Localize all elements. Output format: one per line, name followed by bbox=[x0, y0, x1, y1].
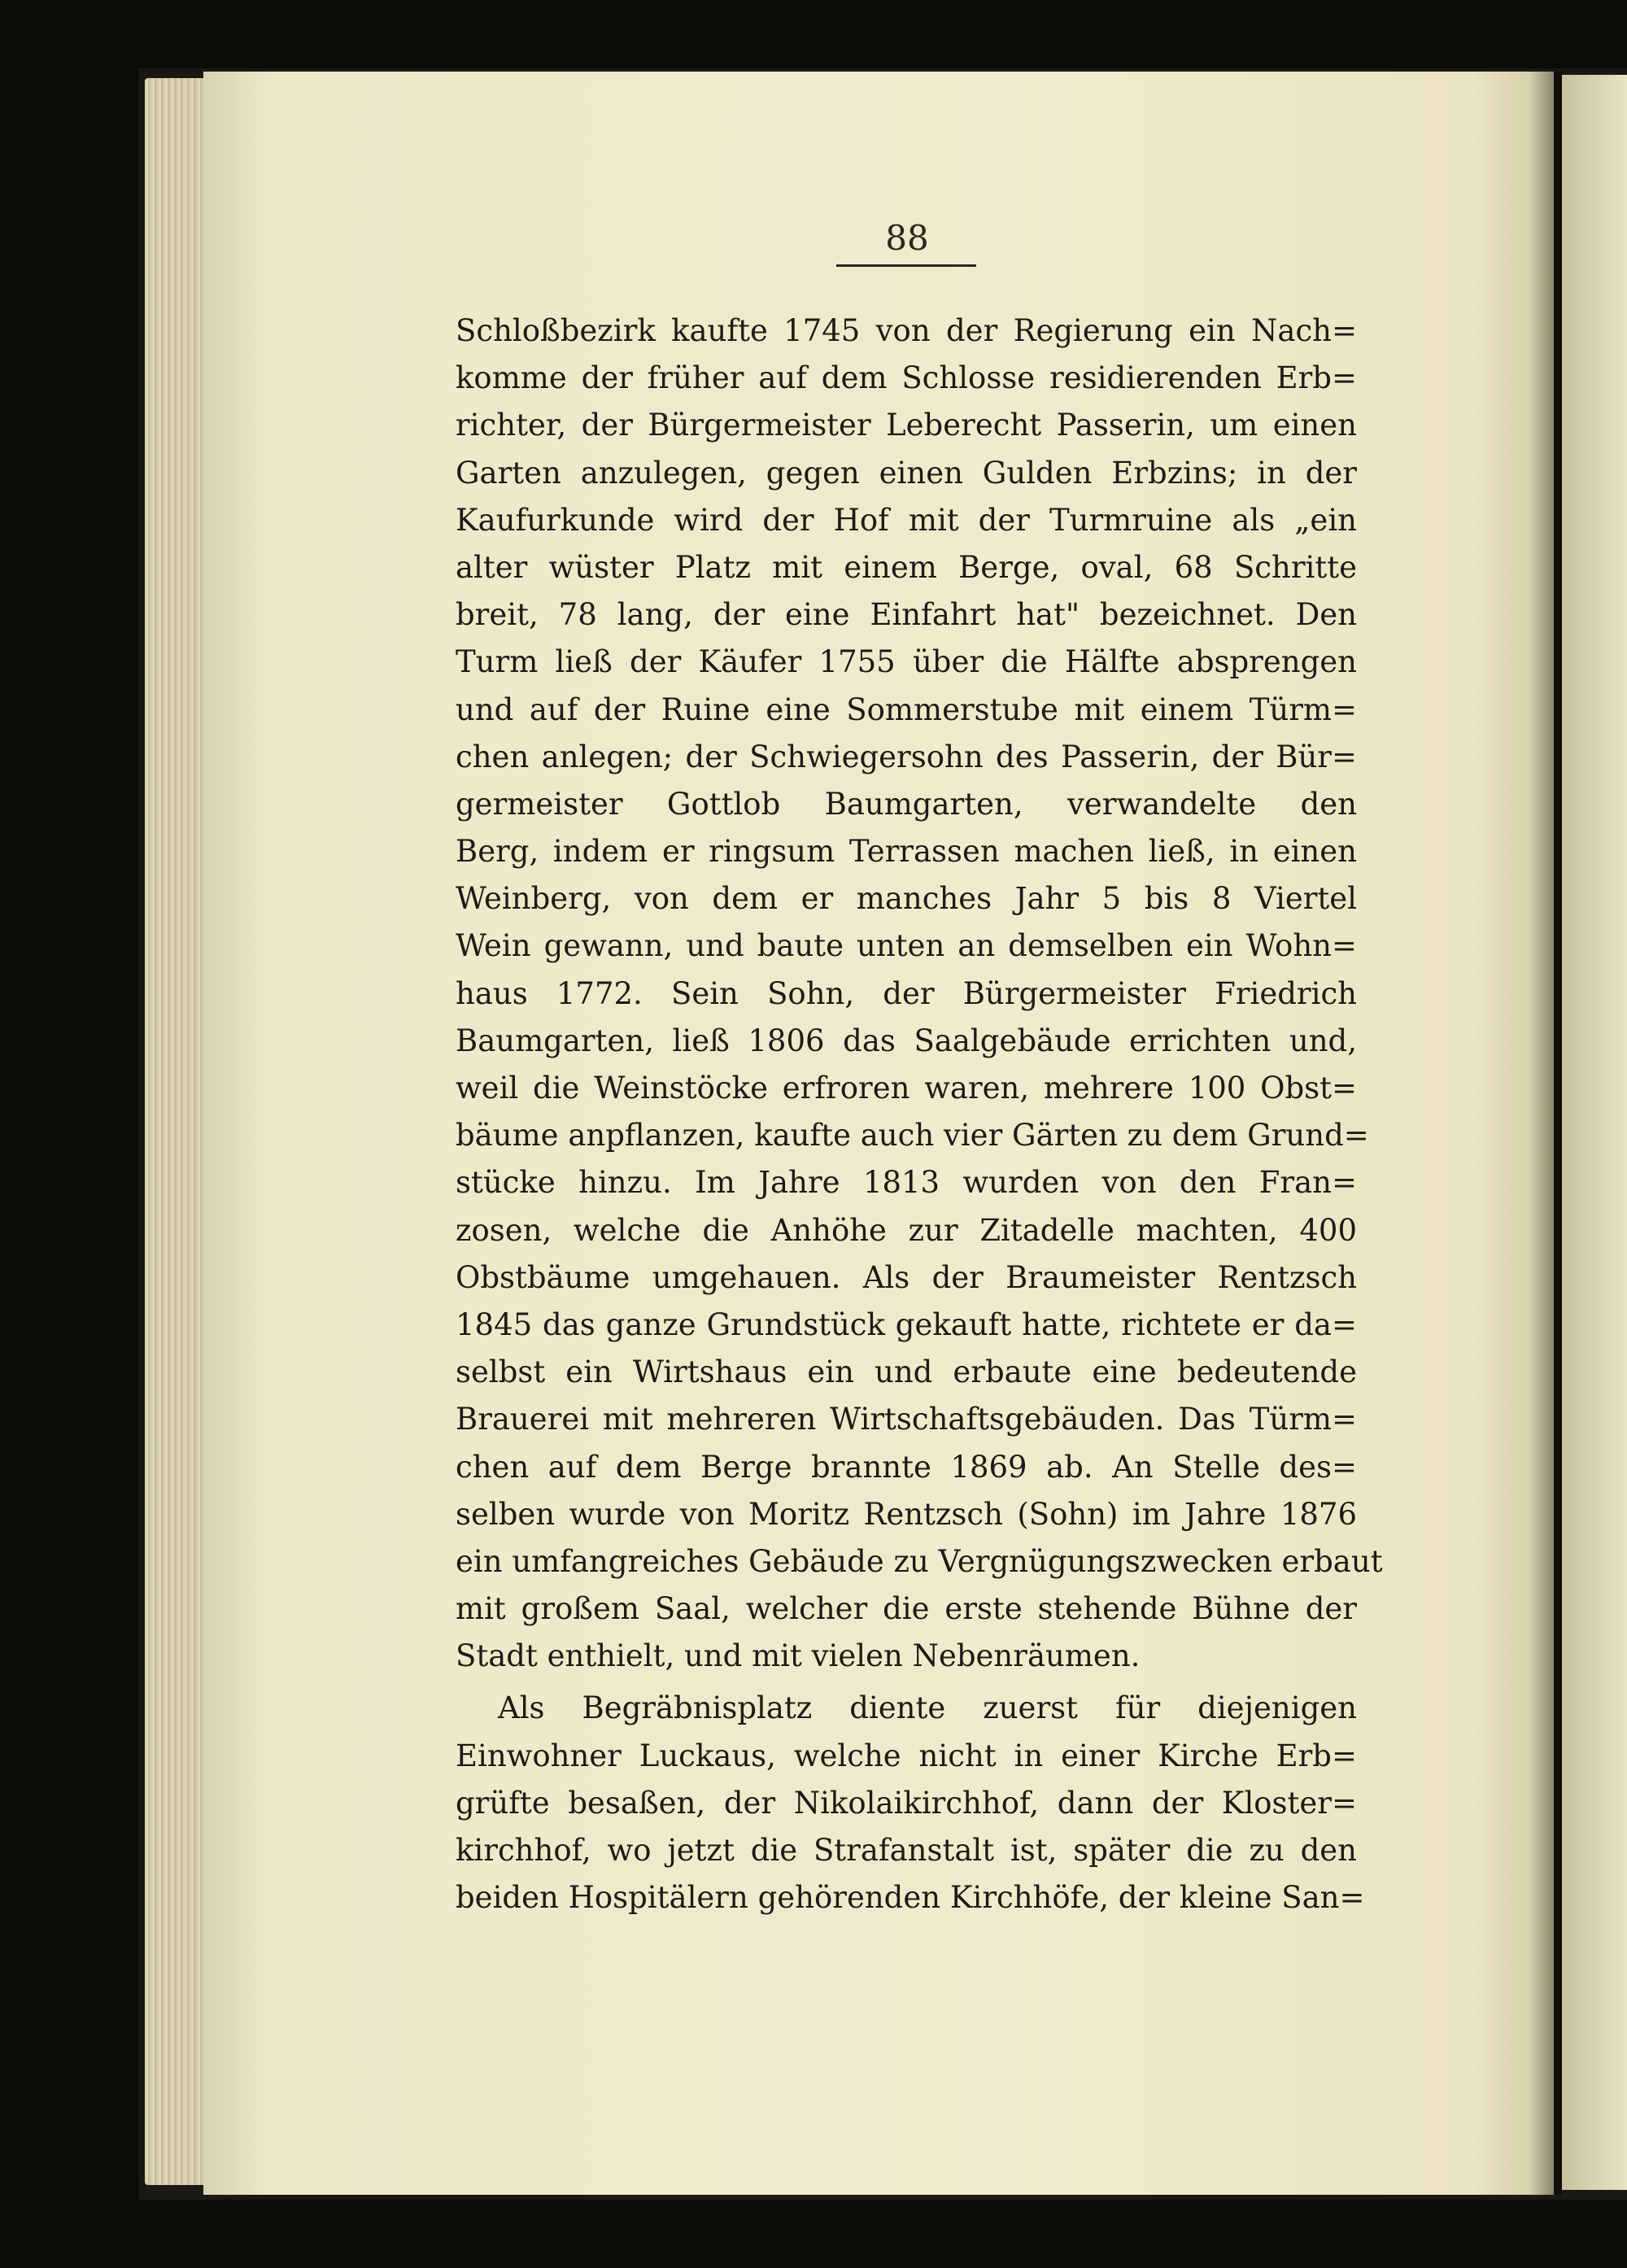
text-line: germeister Gottlob Baumgarten, verwandelte den bbox=[456, 786, 1357, 822]
text-line: Weinberg, von dem er manches Jahr 5 bis 8 Viertel bbox=[456, 881, 1357, 917]
page-number: 88 bbox=[885, 218, 929, 258]
text-line: Als Begräbnisplatz diente zuerst für diejenigen bbox=[498, 1690, 1357, 1726]
text-line: Turm ließ der Käufer 1755 über die Hälfte absprengen bbox=[456, 644, 1357, 680]
text-line: bäume anpflanzen, kaufte auch vier Gärten zu dem Grund= bbox=[456, 1118, 1369, 1154]
paragraph-2 bbox=[456, 1685, 1365, 1921]
text-line: chen anlegen; der Schwiegersohn des Passerin, der Bür= bbox=[456, 739, 1357, 774]
text-line: chen auf dem Berge brannte 1869 ab. An Stelle des= bbox=[456, 1449, 1357, 1485]
text-line: kirchhof, wo jetzt die Strafanstalt ist, später die zu den bbox=[456, 1833, 1357, 1868]
text-line: selbst ein Wirtshaus ein und erbaute eine bedeutende bbox=[456, 1354, 1357, 1390]
text-line: haus 1772. Sein Sohn, der Bürgermeister Friedrich bbox=[456, 975, 1357, 1011]
text-line: Obstbäume umgehauen. Als der Braumeister Rentzsch bbox=[456, 1259, 1357, 1295]
text-line: stücke hinzu. Im Jahre 1813 wurden von den Fran= bbox=[456, 1165, 1357, 1201]
text-line: breit, 78 lang, der eine Einfahrt hat" bezeichnet. Den bbox=[456, 597, 1357, 633]
text-line: zosen, welche die Anhöhe zur Zitadelle machten, 400 bbox=[456, 1212, 1357, 1248]
text-line: Kaufurkunde wird der Hof mit der Turmruine als „ein bbox=[456, 502, 1357, 538]
text-line: alter wüster Platz mit einem Berge, oval, 68 Schritte bbox=[456, 549, 1357, 585]
text-line: Garten anzulegen, gegen einen Gulden Erbzins; in der bbox=[456, 455, 1357, 491]
text-line: richter, der Bürgermeister Leberecht Passerin, um einen bbox=[456, 408, 1357, 443]
text-line: ein umfangreiches Gebäude zu Vergnügungszwecken erbaut bbox=[456, 1543, 1383, 1579]
header-rule bbox=[836, 264, 976, 267]
text-line: selben wurde von Moritz Rentzsch (Sohn) im Jahre 1876 bbox=[456, 1496, 1357, 1532]
gutter-shadow bbox=[1529, 72, 1562, 2195]
text-line: Baumgarten, ließ 1806 das Saalgebäude errichten und, bbox=[456, 1023, 1357, 1058]
text-line: Stadt enthielt, und mit vielen Nebenräumen. bbox=[456, 1638, 1141, 1674]
text-line: Wein gewann, und baute unten an demselben ein Wohn= bbox=[456, 928, 1357, 964]
text-line: mit großem Saal, welcher die erste stehende Bühne der bbox=[456, 1591, 1357, 1627]
body-text bbox=[456, 307, 1383, 1921]
text-line: komme der früher auf dem Schlosse residierenden Erb= bbox=[456, 360, 1357, 396]
text-line: 1845 das ganze Grundstück gekauft hatte, richtete er da= bbox=[456, 1306, 1357, 1342]
text-line: Schloßbezirk kaufte 1745 von der Regierung ein Nach= bbox=[456, 313, 1357, 348]
text-line: Berg, indem er ringsum Terrassen machen ließ, in einen bbox=[456, 834, 1357, 870]
text-line: weil die Weinstöcke erfroren waren, mehrere 100 Obst= bbox=[456, 1071, 1357, 1106]
paragraph-1 bbox=[456, 307, 1383, 1680]
text-line: grüfte besaßen, der Nikolaikirchhof, dann der Kloster= bbox=[456, 1785, 1357, 1821]
text-line: und auf der Ruine eine Sommerstube mit einem Türm= bbox=[456, 691, 1357, 727]
text-line: beiden Hospitälern gehörenden Kirchhöfe, der kleine San= bbox=[456, 1880, 1365, 1916]
facing-page-edge bbox=[1562, 75, 1627, 2190]
text-line: Brauerei mit mehreren Wirtschaftsgebäuden. Das Türm= bbox=[456, 1402, 1357, 1437]
text-line: Einwohner Luckaus, welche nicht in einer Kirche Erb= bbox=[456, 1738, 1357, 1773]
